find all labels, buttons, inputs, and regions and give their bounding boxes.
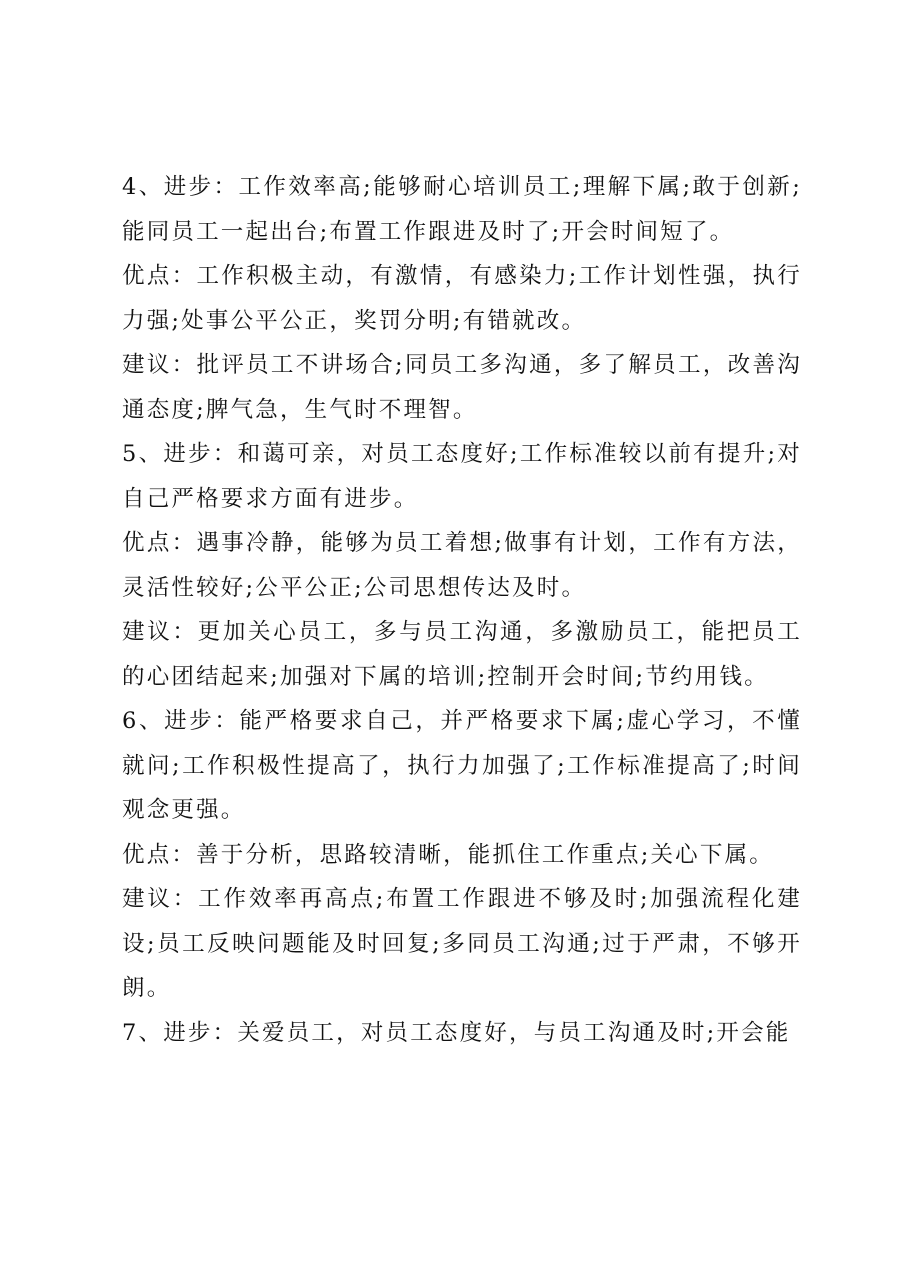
paragraph-6-suggestions: 建议：工作效率再高点;布置工作跟进不够及时;加强流程化建设;员工反映问题能及时回复;多同员工沟通;过于严肃，不够开朗。 (122, 886, 802, 1001)
paragraph-5-progress: 5、进步：和蔼可亲，对员工态度好;工作标准较以前有提升;对自己严格要求方面有进步。 (122, 441, 802, 512)
document-body (122, 165, 802, 1055)
paragraph-4-strengths: 优点：工作积极主动，有激情，有感染力;工作计划性强，执行力强;处事公平公正，奖罚分明;有错就改。 (122, 263, 802, 334)
paragraph-6-strengths: 优点：善于分析，思路较清晰，能抓住工作重点;关心下属。 (122, 841, 774, 868)
paragraph-4-suggestions: 建议：批评员工不讲场合;同员工多沟通，多了解员工，改善沟通态度;脾气急，生气时不理智。 (122, 352, 802, 423)
paragraph-7-progress: 7、进步：关爱员工，对员工态度好，与员工沟通及时;开会能 (122, 1019, 791, 1046)
paragraph-5-suggestions: 建议：更加关心员工，多与员工沟通，多激励员工，能把员工的心团结起来;加强对下属的培训;控制开会时间;节约用钱。 (122, 619, 802, 690)
paragraph-4-progress: 4、进步：工作效率高;能够耐心培训员工;理解下属;敢于创新;能同员工一起出台;布置工作跟进及时了;开会时间短了。 (122, 174, 802, 245)
paragraph-5-strengths: 优点：遇事冷静，能够为员工着想;做事有计划，工作有方法，灵活性较好;公平公正;公司思想传达及时。 (122, 530, 802, 601)
paragraph-6-progress: 6、进步：能严格要求自己，并严格要求下属;虚心学习，不懂就问;工作积极性提高了，执行力加强了;工作标准提高了;时间观念更强。 (122, 708, 802, 823)
